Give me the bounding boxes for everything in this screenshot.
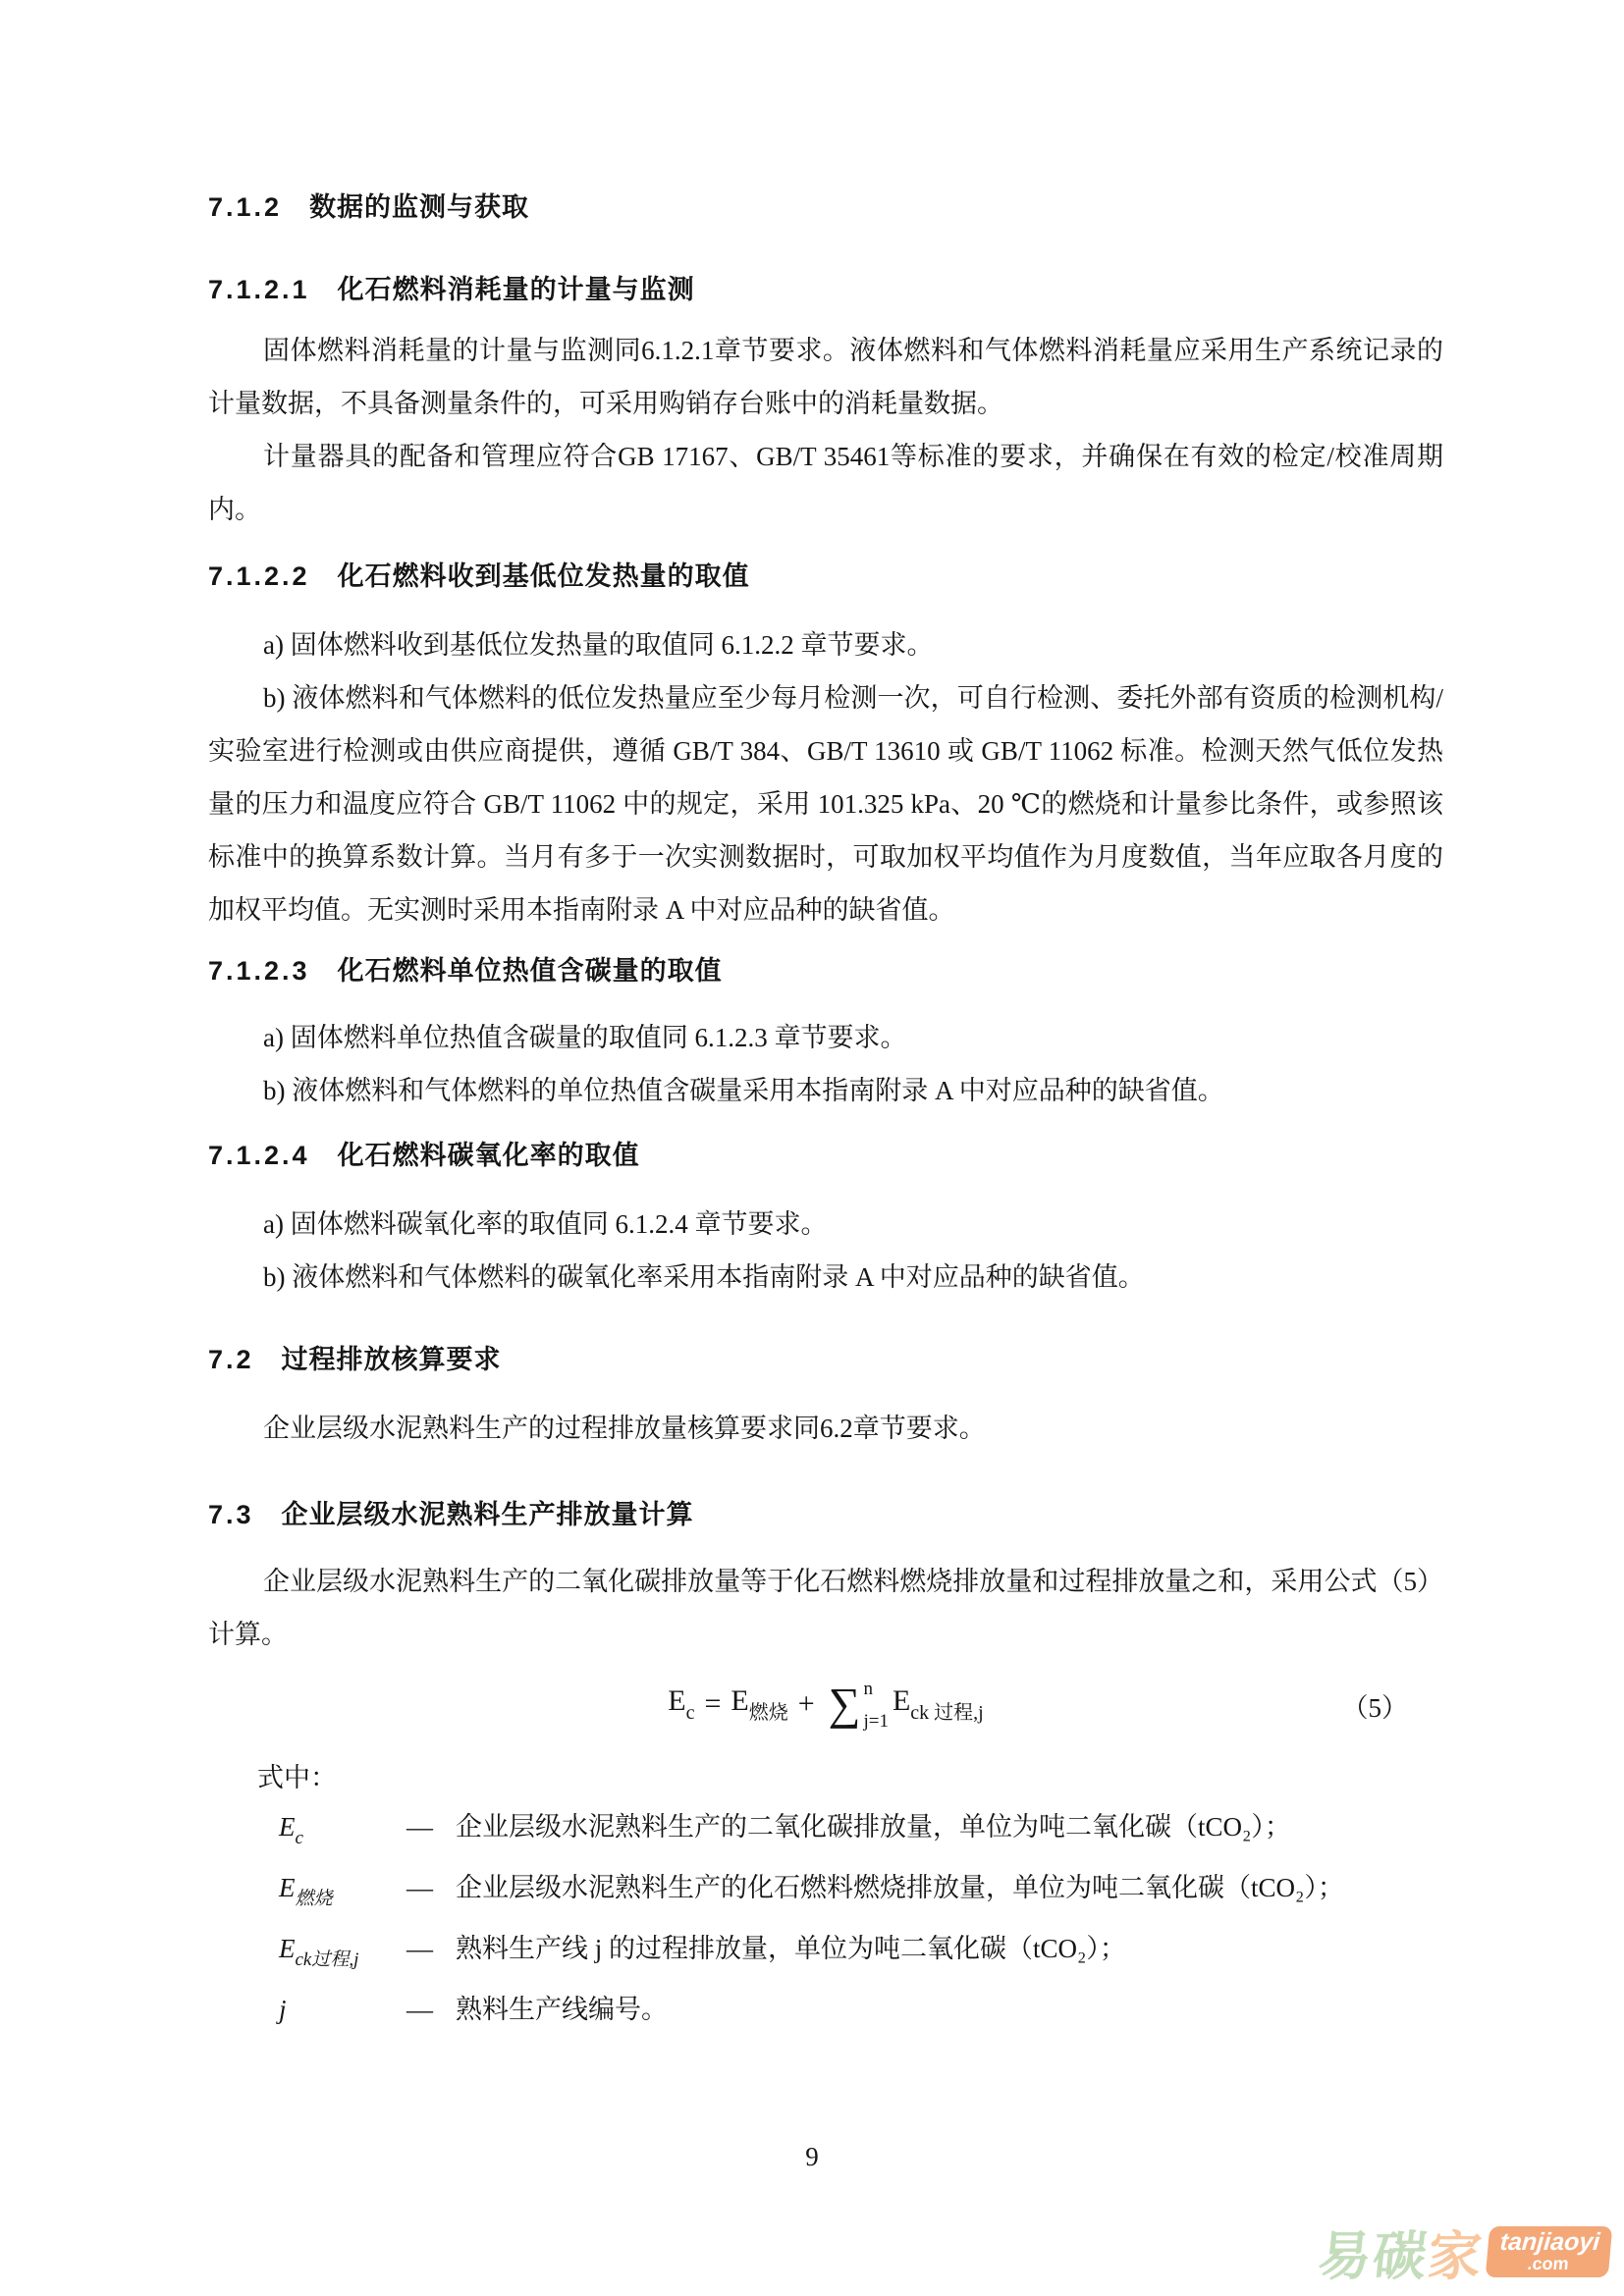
body-paragraph: 计量器具的配备和管理应符合GB 17167、GB/T 35461等标准的要求，并确保在有效的检定/校准周期内。	[208, 442, 1443, 524]
page-content	[208, 188, 1443, 2046]
body-paragraph: 固体燃料消耗量的计量与监测同6.1.2.1章节要求。液体燃料和气体燃料消耗量应采用生产系统记录的计量数据，不具备测量条件的，可采用购销存台账中的消耗量数据。	[208, 336, 1443, 418]
equation-term-combustion: $E_{燃烧}$	[731, 1683, 788, 1724]
equation-term-process: $E_{ck 过程,j}$	[892, 1683, 984, 1724]
definition-text: 熟料生产线 j 的过程排放量，单位为吨二氧化碳（tCO₂）；	[456, 1934, 1126, 1963]
section-number: 7.2	[208, 1345, 254, 1374]
definition-dash: —	[406, 1873, 433, 1902]
symbol-definition-row: $E_{ck过程,j}$ — 熟料生产线 j 的过程排放量，单位为吨二氧化碳（tCO₂）；	[208, 1924, 1443, 1985]
watermark-orange-character: 家	[1424, 2227, 1485, 2286]
equation-5	[208, 1673, 1443, 1735]
list-item-a: a) 固体燃料单位热值含碳量的取值同 6.1.2.3 章节要求。	[263, 1023, 907, 1052]
page-number: 9	[805, 2142, 819, 2171]
watermark-domain-badge	[1485, 2226, 1612, 2277]
symbol-definition-row: $E_{燃烧}$ — 企业层级水泥熟料生产的化石燃料燃烧排放量，单位为吨二氧化碳（tCO₂）；	[208, 1863, 1443, 1924]
watermark-logo	[1314, 2215, 1610, 2290]
list-item-a: a) 固体燃料收到基低位发热量的取值同 6.1.2.2 章节要求。	[263, 630, 934, 660]
equation-number: （5）	[1341, 1693, 1408, 1723]
definition-dash: —	[406, 1812, 433, 1842]
summation-symbol: ∑ n j=1	[828, 1679, 889, 1732]
section-heading-7-2	[208, 1341, 1443, 1378]
watermark-green-characters: 易碳	[1314, 2227, 1432, 2286]
definition-dash: —	[406, 1934, 433, 1963]
section-heading-7-1-2-1	[208, 271, 1443, 308]
definition-text: 企业层级水泥熟料生产的化石燃料燃烧排放量，单位为吨二氧化碳（tCO₂）；	[456, 1873, 1344, 1902]
body-paragraph: 企业层级水泥熟料生产的过程排放量核算要求同6.2章节要求。	[263, 1414, 986, 1443]
section-heading-7-1-2-4	[208, 1137, 1443, 1174]
list-item-b: b) 液体燃料和气体燃料的单位热值含碳量采用本指南附录 A 中对应品种的缺省值。	[263, 1076, 1224, 1105]
section-number: 7.3	[208, 1500, 254, 1529]
section-title: 化石燃料消耗量的计量与监测	[337, 275, 695, 304]
equation-lhs: $E_c$	[668, 1683, 695, 1724]
symbol-definition-row: $E_c$ — 企业层级水泥熟料生产的二氧化碳排放量，单位为吨二氧化碳（tCO₂）；	[208, 1802, 1443, 1863]
section-heading-7-1-2	[208, 188, 1443, 226]
section-title: 化石燃料收到基低位发热量的取值	[337, 561, 750, 591]
section-title: 化石燃料单位热值含碳量的取值	[337, 956, 723, 986]
summation-lower-limit: j=1	[863, 1711, 889, 1732]
section-number: 7.1.2.3	[208, 956, 310, 986]
section-heading-7-3	[208, 1496, 1443, 1533]
section-heading-7-1-2-3	[208, 952, 1443, 989]
watermark-domain-tld: .com	[1526, 2254, 1570, 2274]
section-title: 化石燃料碳氧化率的取值	[337, 1141, 640, 1170]
where-label: 式中：	[257, 1763, 337, 1792]
equals-sign: =	[704, 1687, 722, 1720]
symbol-definition-row: j — 熟料生产线编号。	[208, 1985, 1443, 2046]
definition-dash: —	[406, 1995, 433, 2024]
definition-text: 熟料生产线编号。	[456, 1995, 668, 2024]
body-paragraph: 企业层级水泥熟料生产的二氧化碳排放量等于化石燃料燃烧排放量和过程排放量之和，采用公式（5）计算。	[208, 1567, 1443, 1649]
plus-sign: +	[797, 1687, 815, 1720]
list-item-a: a) 固体燃料碳氧化率的取值同 6.1.2.4 章节要求。	[263, 1209, 828, 1239]
summation-upper-limit: n	[863, 1679, 873, 1699]
list-item-b: b) 液体燃料和气体燃料的低位发热量应至少每月检测一次，可自行检测、委托外部有资质的检测机构/实验室进行检测或由供应商提供，遵循 GB/T 384、GB/T 13610 或 GB/T 11062 标准。检测天然气低位发热量的压力和温度应符合 GB/T 11062 中的规定，采用 101.325 kPa、20 ℃的燃烧和计量参比条件，或参照该标准中的换算系数计算。当月有多于一次实测数据时，可取加权平均值作为月度数值，当年应取各月度的加权平均值。无实测时采用本指南附录 A 中对应品种的缺省值。	[208, 683, 1443, 925]
section-heading-7-1-2-2	[208, 558, 1443, 595]
section-number: 7.1.2.1	[208, 275, 310, 304]
section-title: 企业层级水泥熟料生产排放量计算	[281, 1500, 694, 1529]
watermark-domain-name: tanjiaoyi	[1498, 2228, 1601, 2257]
section-number: 7.1.2	[208, 192, 283, 222]
section-number: 7.1.2.2	[208, 561, 310, 591]
section-title: 过程排放核算要求	[281, 1345, 502, 1374]
section-number: 7.1.2.4	[208, 1141, 310, 1170]
section-title: 数据的监测与获取	[309, 192, 530, 222]
definition-text: 企业层级水泥熟料生产的二氧化碳排放量，单位为吨二氧化碳（tCO₂）；	[456, 1812, 1291, 1842]
list-item-b: b) 液体燃料和气体燃料的碳氧化率采用本指南附录 A 中对应品种的缺省值。	[263, 1262, 1145, 1292]
